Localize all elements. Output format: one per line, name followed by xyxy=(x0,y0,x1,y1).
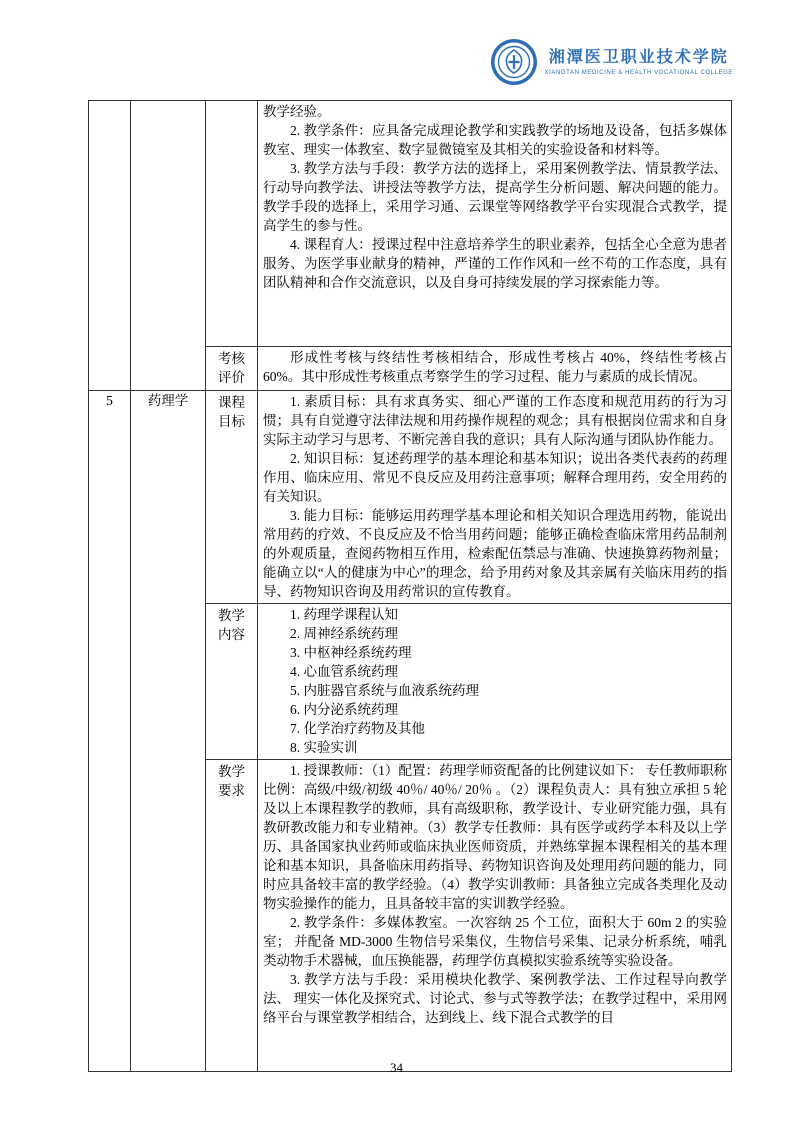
course-index-cell: 5 xyxy=(89,391,131,1072)
list-item: 1. 药理学课程认知 xyxy=(290,607,398,622)
assessment-content-cell xyxy=(258,347,732,391)
page-footer xyxy=(0,1060,793,1076)
row-header-assessment: 考核评价 xyxy=(206,347,258,391)
paragraph: 1. 素质目标：具有求真务实、细心严谨的工作态度和规范用药的行为习惯；具有自觉遵守法律法规和用药操作规程的观念；具有根据岗位需求和自身实际主动学习与思考、不断完善自我的意识；具有人际沟通与团队协作能力。 xyxy=(263,394,727,447)
paragraph: 3. 能力目标：能够运用药理学基本理论和相关知识合理选用药物，能说出常用药的疗效、不良反应及不恰当用药问题；能够正确检查临床常用药品制剂的外观质量，查阅药物相互作用，检索配伍禁忌与准确、快速换算药物剂量；能确立以“人的健康为中心”的理念，给予用药对象及其亲属有关临床用药的指导、药物知识咨询及用药常识的宣传教育。 xyxy=(263,508,727,599)
paragraph: 4. 课程育人：授课过程中注意培养学生的职业素养，包括全心全意为患者服务、为医学事业献身的精神，严谨的工作作风和一丝不苟的工作态度，具有团队精神和合作交流意识，以及自身可持续发展的学习探索能力等。 xyxy=(263,237,727,290)
teaching-content-cell xyxy=(258,604,732,760)
continuation-content-cell xyxy=(258,101,732,347)
list-item: 2. 周神经系统药理 xyxy=(290,626,398,641)
course-cell-empty xyxy=(131,101,206,391)
index-cell-empty xyxy=(89,101,131,391)
row-header-content: 教学内容 xyxy=(206,604,258,760)
requirements-content-cell xyxy=(258,760,732,1072)
row-header-requirements: 教学要求 xyxy=(206,760,258,1072)
paragraph: 3. 教学方法与手段：采用模块化教学、案例教学法、工作过程导向教学法、 理实一体化及探究式、讨论式、参与式等教学法；在教学过程中，采用网络平台与课堂教学相结合，达到线上、线下混合式教学的目 xyxy=(263,972,727,1025)
page-number: 34 xyxy=(390,1060,403,1075)
list-item: 8. 实验实训 xyxy=(290,740,358,755)
paragraph: 2. 教学条件：应具备完成理论教学和实践教学的场地及设备，包括多媒体教室、理实一体教室、数字显微镜室及其相关的实验设备和材料等。 xyxy=(263,123,727,157)
objectives-content-cell xyxy=(258,391,732,604)
row-header-empty xyxy=(206,101,258,347)
list-item: 7. 化学治疗药物及其他 xyxy=(290,721,425,736)
paragraph: 3. 教学方法与手段：教学方法的选择上，采用案例教学法、情景教学法、行动导向教学法、讲授法等教学方法，提高学生分析问题、解决问题的能力。教学手段的选择上，采用学习通、云课堂等网络教学平台实现混合式教学，提高学生的参与性。 xyxy=(263,161,727,233)
list-item: 4. 心血管系统药理 xyxy=(290,664,398,679)
list-item: 6. 内分泌系统药理 xyxy=(290,702,398,717)
table-row xyxy=(89,391,732,604)
course-syllabus-table xyxy=(88,100,732,1072)
college-logo xyxy=(490,38,733,86)
list-item: 3. 中枢神经系统药理 xyxy=(290,645,412,660)
course-name-cell: 药理学 xyxy=(131,391,206,1072)
list-item: 5. 内脏器官系统与血液系统药理 xyxy=(290,683,479,698)
college-emblem-icon xyxy=(490,38,538,86)
college-name-en: XIANGTAN MEDICINE & HEALTH VOCATIONAL COLLEGE xyxy=(544,69,733,76)
paragraph: 教学经验。 xyxy=(263,104,331,119)
page-header xyxy=(0,0,793,100)
paragraph: 2. 知识目标：复述药理学的基本理论和基本知识；说出各类代表药的药理作用、临床应用、常见不良反应及用药注意事项；解释合理用药，安全用药的有关知识。 xyxy=(263,451,727,504)
paragraph: 1. 授课教师：（1）配置：药理学师资配备的比例建议如下： 专任教师职称比例：高级/中级/初级 40％/ 40％/ 20％ 。（2）课程负责人：具有独立承担 5 轮及以上本课程教学的教师，具有高级职称，教学设计、专业研究能力强，具有教研教改能力和专业精神。（3）教学专任教师：具有医学或药学本科及以上学历、具备国家执业药师或临床执业医师资质，并熟练掌握本课程相关的基本理论和基本知识，具备临床用药指导、药物知识咨询及处理用药问题的能力，同时应具备较丰富的教学经验。（4）教学实训教师：具备独立完成各类理化及动物实验操作的能力，且具备较丰富的实训教学经验。 xyxy=(263,763,727,911)
college-logo-text xyxy=(545,48,733,75)
table-row xyxy=(89,101,732,347)
row-header-objectives: 课程目标 xyxy=(206,391,258,604)
paragraph: 形成性考核与终结性考核相结合，形成性考核占 40%，终结性考核占 60%。其中形成性考核重点考察学生的学习过程、能力与素质的成长情况。 xyxy=(263,350,727,384)
college-name-cn: 湘潭医卫职业技术学院 xyxy=(548,49,729,67)
paragraph: 2. 教学条件：多媒体教室。一次容纳 25 个工位，面积大于 60m 2 的实验室； 并配备 MD-3000 生物信号采集仪，生物信号采集、记录分析系统，哺乳类动物手术器械，血压换能器，药理学仿真模拟实验系统等实验设备。 xyxy=(263,915,727,968)
